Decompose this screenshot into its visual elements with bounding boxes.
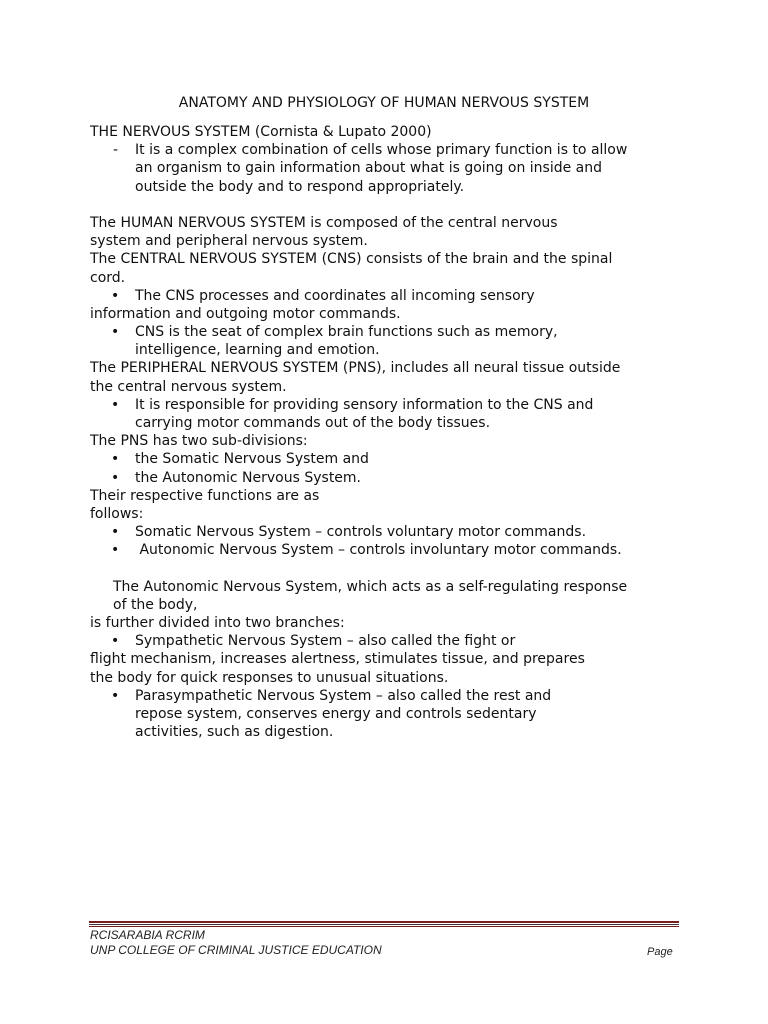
bullet-text: Autonomic Nervous System – controls involuntary motor commands.: [135, 542, 622, 559]
bullet-continuation: information and outgoing motor commands.: [90, 305, 401, 322]
bullet-item: [90, 523, 690, 541]
cns-paragraph-line: cord.: [90, 269, 126, 286]
definition-line: outside the body and to respond appropriately.: [135, 178, 465, 195]
footer-author: RCISARABIA RCRIM: [90, 928, 205, 942]
bullet-text: Somatic Nervous System – controls voluntary motor commands.: [135, 524, 587, 541]
paragraph-gap: [90, 196, 690, 214]
branches-intro: is further divided into two branches:: [90, 615, 345, 632]
bullet-marker: •: [111, 542, 120, 559]
bullet-text: The CNS processes and coordinates all incoming sensory: [135, 287, 535, 304]
pns-paragraph-line: The PERIPHERAL NERVOUS SYSTEM (PNS), includes all neural tissue outside: [90, 360, 621, 377]
bullet-item: [90, 287, 690, 305]
bullet-text: It is responsible for providing sensory information to the CNS and: [135, 396, 594, 413]
footer-rule: [89, 924, 679, 925]
bullet-marker: •: [111, 451, 120, 468]
bullet-marker: •: [111, 469, 120, 486]
definition-line: It is a complex combination of cells whose primary function is to allow: [135, 142, 628, 159]
footer-institution: UNP COLLEGE OF CRIMINAL JUSTICE EDUCATION: [90, 943, 382, 957]
bullet-item: [90, 469, 690, 487]
document-title: ANATOMY AND PHYSIOLOGY OF HUMAN NERVOUS SYSTEM: [178, 95, 590, 111]
functions-intro-line: follows:: [90, 505, 144, 522]
cns-paragraph-line: The CENTRAL NERVOUS SYSTEM (CNS) consists of the brain and the spinal: [90, 251, 613, 268]
pns-paragraph-line: the central nervous system.: [90, 378, 287, 395]
bullet-marker: •: [111, 524, 120, 541]
ans-paragraph-line: of the body,: [113, 596, 198, 613]
bullet-marker: •: [111, 396, 120, 413]
bullet-marker: •: [111, 324, 120, 341]
document-body: [90, 123, 690, 741]
footer-rule: [89, 926, 679, 927]
bullet-text: Sympathetic Nervous System – also called the fight or: [135, 633, 516, 650]
bullet-item: [90, 632, 690, 650]
functions-intro-line: Their respective functions are as: [90, 487, 320, 504]
bullet-marker: •: [111, 633, 120, 650]
bullet-item: [90, 687, 690, 742]
pns-subdivision-intro: The PNS has two sub-divisions:: [90, 433, 308, 450]
bullet-text: Parasympathetic Nervous System – also called the rest and: [135, 687, 552, 704]
definition-line: an organism to gain information about what is going on inside and: [135, 160, 603, 177]
bullet-continuation: flight mechanism, increases alertness, stimulates tissue, and prepares: [90, 651, 585, 668]
bullet-text: CNS is the seat of complex brain functions such as memory,: [135, 324, 558, 341]
hns-paragraph-line: The HUMAN NERVOUS SYSTEM is composed of the central nervous: [90, 214, 558, 231]
ans-paragraph-line: The Autonomic Nervous System, which acts as a self-regulating response: [113, 578, 628, 595]
paragraph-gap: [90, 560, 690, 578]
footer-page-label: Page: [647, 946, 673, 958]
section-heading: THE NERVOUS SYSTEM (Cornista & Lupato 2000): [90, 124, 432, 140]
bullet-text: intelligence, learning and emotion.: [135, 342, 380, 359]
bullet-text: activities, such as digestion.: [135, 724, 334, 741]
dash-marker: -: [113, 142, 119, 159]
bullet-item: [90, 396, 690, 432]
bullet-text: the Autonomic Nervous System.: [135, 469, 362, 486]
bullet-item: [90, 541, 690, 559]
definition-item: [90, 141, 690, 196]
bullet-text: carrying motor commands out of the body tissues.: [135, 415, 491, 431]
footer-left: [90, 928, 382, 958]
bullet-marker: •: [111, 687, 120, 704]
footer-rule: [89, 921, 679, 923]
bullet-item: [90, 323, 690, 359]
bullet-marker: •: [111, 287, 120, 304]
hns-paragraph-line: system and peripheral nervous system.: [90, 233, 368, 250]
bullet-continuation: the body for quick responses to unusual situations.: [90, 669, 449, 686]
bullet-text: repose system, conserves energy and controls sedentary: [135, 706, 537, 722]
bullet-text: the Somatic Nervous System and: [135, 451, 369, 468]
bullet-item: [90, 450, 690, 468]
